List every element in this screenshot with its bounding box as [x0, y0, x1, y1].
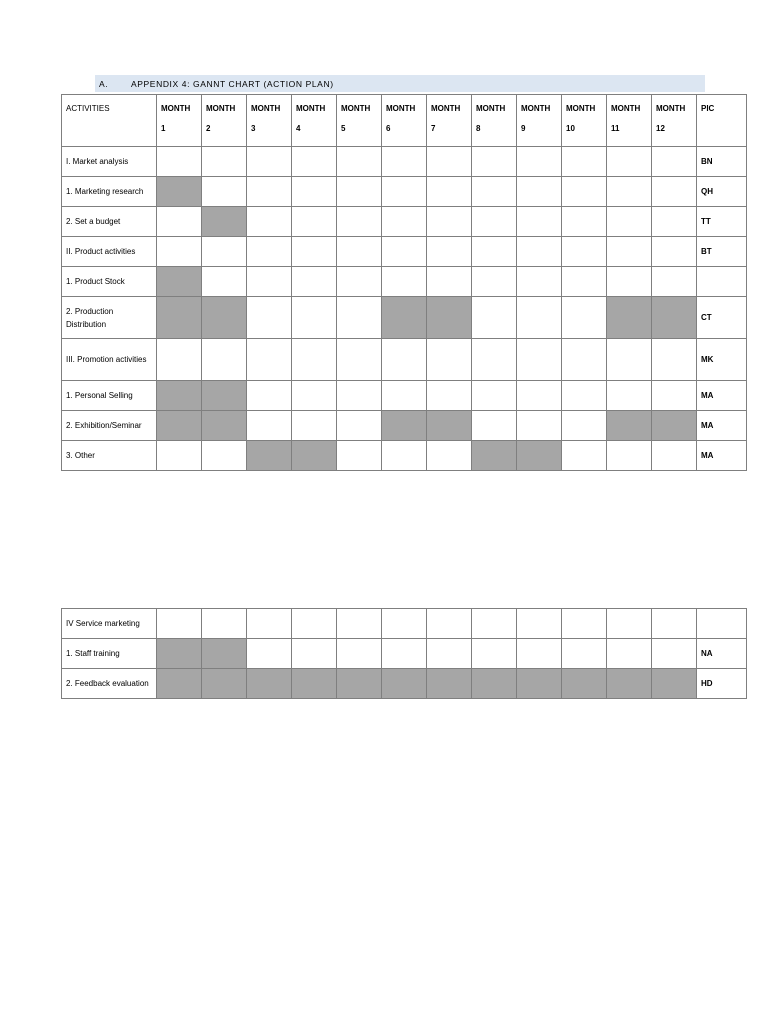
gantt-empty-cell — [337, 411, 382, 441]
gantt-empty-cell — [247, 609, 292, 639]
activity-label: 2. Feedback evaluation — [62, 669, 157, 699]
gantt-empty-cell — [607, 441, 652, 471]
gantt-empty-cell — [337, 237, 382, 267]
gantt-bar-cell — [382, 297, 427, 339]
gantt-empty-cell — [562, 297, 607, 339]
activity-label: 1. Marketing research — [62, 177, 157, 207]
gantt-row — [62, 609, 747, 639]
gantt-bar-cell — [202, 297, 247, 339]
gantt-empty-cell — [292, 237, 337, 267]
pic-initials: MA — [697, 381, 747, 411]
activity-label: II. Product activities — [62, 237, 157, 267]
gantt-empty-cell — [382, 177, 427, 207]
gantt-empty-cell — [607, 339, 652, 381]
gantt-table-continued — [61, 608, 747, 699]
gantt-empty-cell — [562, 411, 607, 441]
gantt-empty-cell — [517, 267, 562, 297]
gantt-empty-cell — [337, 381, 382, 411]
gantt-row — [62, 177, 747, 207]
gantt-empty-cell — [337, 267, 382, 297]
gantt-empty-cell — [202, 267, 247, 297]
gantt-empty-cell — [427, 381, 472, 411]
gantt-empty-cell — [292, 339, 337, 381]
gantt-empty-cell — [562, 207, 607, 237]
gantt-row — [62, 639, 747, 669]
gantt-empty-cell — [607, 609, 652, 639]
gantt-bar-cell — [607, 411, 652, 441]
gantt-empty-cell — [247, 339, 292, 381]
gantt-empty-cell — [202, 441, 247, 471]
gantt-empty-cell — [157, 441, 202, 471]
gantt-bar-cell — [517, 441, 562, 471]
gantt-empty-cell — [382, 147, 427, 177]
gantt-empty-cell — [652, 147, 697, 177]
pic-initials: HD — [697, 669, 747, 699]
pic-initials — [697, 609, 747, 639]
gantt-empty-cell — [472, 639, 517, 669]
gantt-bar-cell — [607, 669, 652, 699]
gantt-empty-cell — [562, 177, 607, 207]
gantt-empty-cell — [652, 339, 697, 381]
heading-title: APPENDIX 4: GANNT CHART (ACTION PLAN) — [131, 78, 334, 89]
gantt-bar-cell — [247, 669, 292, 699]
gantt-empty-cell — [562, 639, 607, 669]
gantt-empty-cell — [517, 639, 562, 669]
gantt-empty-cell — [472, 237, 517, 267]
gantt-empty-cell — [652, 207, 697, 237]
gantt-empty-cell — [427, 441, 472, 471]
gantt-empty-cell — [472, 339, 517, 381]
gantt-row — [62, 297, 747, 339]
gantt-empty-cell — [157, 207, 202, 237]
gantt-empty-cell — [562, 441, 607, 471]
gantt-empty-cell — [562, 381, 607, 411]
gantt-row — [62, 441, 747, 471]
gantt-header-row — [62, 95, 747, 147]
activity-label: 3. Other — [62, 441, 157, 471]
gantt-empty-cell — [292, 381, 337, 411]
gantt-empty-cell — [337, 339, 382, 381]
gantt-empty-cell — [157, 609, 202, 639]
gantt-empty-cell — [427, 177, 472, 207]
activity-label: I. Market analysis — [62, 147, 157, 177]
gantt-empty-cell — [562, 147, 607, 177]
pic-initials: MA — [697, 411, 747, 441]
pic-initials: TT — [697, 207, 747, 237]
gantt-empty-cell — [562, 267, 607, 297]
gantt-empty-cell — [337, 297, 382, 339]
gantt-empty-cell — [472, 267, 517, 297]
gantt-empty-cell — [202, 177, 247, 207]
gantt-empty-cell — [202, 147, 247, 177]
header-month-5: MONTH 5 — [337, 95, 382, 147]
gantt-empty-cell — [292, 207, 337, 237]
activity-label: 1. Personal Selling — [62, 381, 157, 411]
activity-label: 2. Exhibition/Seminar — [62, 411, 157, 441]
gantt-bar-cell — [607, 297, 652, 339]
gantt-empty-cell — [562, 237, 607, 267]
gantt-empty-cell — [652, 177, 697, 207]
gantt-empty-cell — [517, 207, 562, 237]
pic-initials: MK — [697, 339, 747, 381]
gantt-empty-cell — [517, 147, 562, 177]
pic-initials: BN — [697, 147, 747, 177]
pic-initials: MA — [697, 441, 747, 471]
gantt-bar-cell — [652, 411, 697, 441]
gantt-empty-cell — [292, 609, 337, 639]
header-activities: ACTIVITIES — [62, 95, 157, 147]
pic-initials: NA — [697, 639, 747, 669]
gantt-bar-cell — [337, 669, 382, 699]
gantt-empty-cell — [247, 207, 292, 237]
gantt-bar-cell — [202, 207, 247, 237]
gantt-empty-cell — [652, 267, 697, 297]
gantt-bar-cell — [382, 669, 427, 699]
pic-initials: QH — [697, 177, 747, 207]
gantt-empty-cell — [562, 609, 607, 639]
gantt-empty-cell — [427, 339, 472, 381]
gantt-empty-cell — [247, 639, 292, 669]
gantt-bar-cell — [472, 669, 517, 699]
gantt-empty-cell — [382, 237, 427, 267]
gantt-empty-cell — [382, 609, 427, 639]
gantt-empty-cell — [292, 297, 337, 339]
gantt-bar-cell — [202, 669, 247, 699]
header-month-7: MONTH 7 — [427, 95, 472, 147]
gantt-bar-cell — [292, 669, 337, 699]
gantt-bar-cell — [157, 411, 202, 441]
gantt-row — [62, 147, 747, 177]
gantt-empty-cell — [607, 207, 652, 237]
gantt-bar-cell — [517, 669, 562, 699]
gantt-empty-cell — [472, 147, 517, 177]
gantt-empty-cell — [247, 267, 292, 297]
gantt-bar-cell — [202, 411, 247, 441]
gantt-empty-cell — [517, 411, 562, 441]
gantt-empty-cell — [247, 381, 292, 411]
gantt-empty-cell — [427, 207, 472, 237]
gantt-empty-cell — [337, 207, 382, 237]
gantt-row — [62, 669, 747, 699]
gantt-empty-cell — [562, 339, 607, 381]
gantt-empty-cell — [427, 147, 472, 177]
gantt-empty-cell — [202, 339, 247, 381]
gantt-empty-cell — [157, 237, 202, 267]
gantt-empty-cell — [652, 639, 697, 669]
gantt-empty-cell — [382, 441, 427, 471]
activity-label: IV Service marketing — [62, 609, 157, 639]
header-month-4: MONTH 4 — [292, 95, 337, 147]
gantt-empty-cell — [427, 237, 472, 267]
gantt-bar-cell — [247, 441, 292, 471]
activity-label: 2. Production Distribution — [62, 297, 157, 339]
header-month-1: MONTH 1 — [157, 95, 202, 147]
header-month-11: MONTH 11 — [607, 95, 652, 147]
gantt-bar-cell — [562, 669, 607, 699]
gantt-bar-cell — [427, 669, 472, 699]
gantt-empty-cell — [202, 237, 247, 267]
gantt-empty-cell — [517, 297, 562, 339]
gantt-empty-cell — [292, 267, 337, 297]
gantt-empty-cell — [292, 177, 337, 207]
gantt-empty-cell — [382, 639, 427, 669]
gantt-row — [62, 207, 747, 237]
gantt-row — [62, 237, 747, 267]
gantt-empty-cell — [427, 639, 472, 669]
header-pic: PIC — [697, 95, 747, 147]
gantt-empty-cell — [337, 609, 382, 639]
gantt-row — [62, 267, 747, 297]
header-month-6: MONTH 6 — [382, 95, 427, 147]
gantt-bar-cell — [202, 639, 247, 669]
gantt-bar-cell — [157, 297, 202, 339]
gantt-empty-cell — [517, 237, 562, 267]
gantt-bar-cell — [157, 381, 202, 411]
gantt-empty-cell — [472, 381, 517, 411]
gantt-bar-cell — [157, 177, 202, 207]
gantt-empty-cell — [607, 177, 652, 207]
gantt-empty-cell — [517, 609, 562, 639]
activity-label: 1. Product Stock — [62, 267, 157, 297]
gantt-table — [61, 94, 747, 471]
gantt-empty-cell — [292, 411, 337, 441]
gantt-empty-cell — [337, 639, 382, 669]
gantt-empty-cell — [517, 339, 562, 381]
gantt-empty-cell — [382, 381, 427, 411]
heading-number: A. — [99, 78, 109, 89]
gantt-empty-cell — [607, 237, 652, 267]
header-month-3: MONTH 3 — [247, 95, 292, 147]
gantt-row — [62, 381, 747, 411]
gantt-empty-cell — [472, 411, 517, 441]
gantt-empty-cell — [337, 147, 382, 177]
gantt-row — [62, 411, 747, 441]
gantt-empty-cell — [652, 609, 697, 639]
gantt-empty-cell — [292, 147, 337, 177]
header-month-2: MONTH 2 — [202, 95, 247, 147]
gantt-empty-cell — [382, 207, 427, 237]
gantt-bar-cell — [382, 411, 427, 441]
gantt-empty-cell — [472, 297, 517, 339]
gantt-empty-cell — [337, 177, 382, 207]
pic-initials: CT — [697, 297, 747, 339]
gantt-bar-cell — [652, 669, 697, 699]
pic-initials: BT — [697, 237, 747, 267]
gantt-empty-cell — [247, 177, 292, 207]
header-month-10: MONTH 10 — [562, 95, 607, 147]
header-month-8: MONTH 8 — [472, 95, 517, 147]
gantt-bar-cell — [157, 669, 202, 699]
gantt-bar-cell — [652, 297, 697, 339]
gantt-bar-cell — [157, 267, 202, 297]
activity-label: 2. Set a budget — [62, 207, 157, 237]
gantt-bar-cell — [292, 441, 337, 471]
gantt-empty-cell — [607, 381, 652, 411]
gantt-row — [62, 339, 747, 381]
gantt-empty-cell — [292, 639, 337, 669]
gantt-bar-cell — [472, 441, 517, 471]
gantt-empty-cell — [607, 267, 652, 297]
gantt-bar-cell — [427, 411, 472, 441]
gantt-bar-cell — [202, 381, 247, 411]
gantt-empty-cell — [247, 147, 292, 177]
gantt-bar-cell — [157, 639, 202, 669]
gantt-empty-cell — [652, 441, 697, 471]
activity-label: 1. Staff training — [62, 639, 157, 669]
gantt-empty-cell — [517, 381, 562, 411]
gantt-empty-cell — [517, 177, 562, 207]
gantt-empty-cell — [472, 609, 517, 639]
gantt-empty-cell — [607, 147, 652, 177]
gantt-empty-cell — [472, 177, 517, 207]
gantt-empty-cell — [247, 297, 292, 339]
gantt-empty-cell — [652, 237, 697, 267]
pic-initials — [697, 267, 747, 297]
gantt-empty-cell — [337, 441, 382, 471]
gantt-empty-cell — [472, 207, 517, 237]
gantt-empty-cell — [382, 339, 427, 381]
gantt-empty-cell — [202, 609, 247, 639]
appendix-heading — [95, 75, 705, 92]
activity-label: III. Promotion activities — [62, 339, 157, 381]
gantt-empty-cell — [157, 147, 202, 177]
gantt-empty-cell — [427, 267, 472, 297]
gantt-bar-cell — [427, 297, 472, 339]
gantt-empty-cell — [157, 339, 202, 381]
gantt-empty-cell — [607, 639, 652, 669]
gantt-empty-cell — [247, 411, 292, 441]
gantt-empty-cell — [652, 381, 697, 411]
gantt-empty-cell — [382, 267, 427, 297]
header-month-9: MONTH 9 — [517, 95, 562, 147]
header-month-12: MONTH 12 — [652, 95, 697, 147]
gantt-empty-cell — [427, 609, 472, 639]
gantt-empty-cell — [247, 237, 292, 267]
